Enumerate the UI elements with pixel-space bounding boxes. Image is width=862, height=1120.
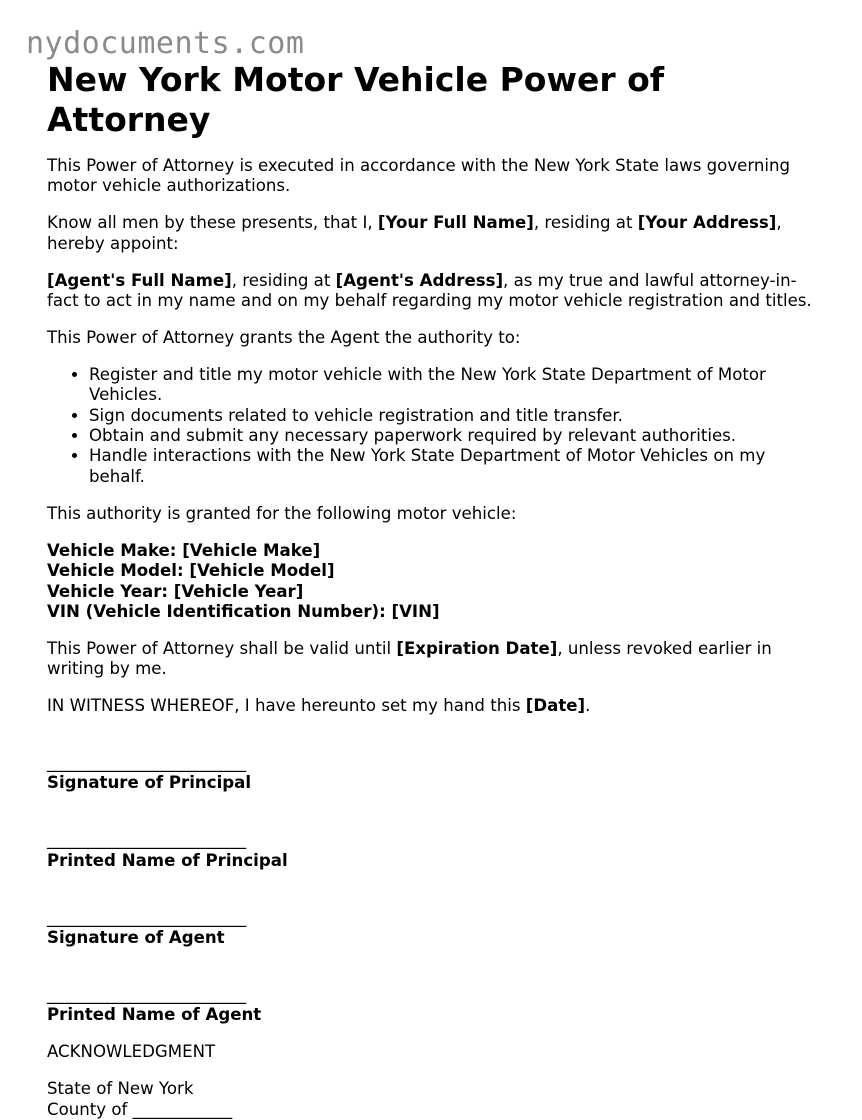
printed-name-agent: [47, 985, 817, 1026]
list-item: • Register and title my motor vehicle with the New York State Department of Motor Vehicles.: [89, 365, 817, 406]
appointment-paragraph: Know all men by these presents, that I, [Your Full Name], residing at [Your Address], hereby appoint:: [47, 213, 782, 253]
date-placeholder: [Date]: [525, 696, 586, 716]
vehicle-intro: This authority is granted for the following motor vehicle:: [47, 503, 517, 523]
signature-label: Printed Name of Agent: [47, 1005, 262, 1025]
principal-address-placeholder: [Your Address]: [637, 213, 777, 233]
venue-block: [47, 1079, 817, 1120]
watermark: nydocuments.com: [26, 26, 305, 61]
vehicle-details: [47, 541, 817, 623]
agent-name-placeholder: [Agent's Full Name]: [47, 270, 232, 290]
document-body: [47, 60, 817, 1120]
vehicle-model: Vehicle Model: [Vehicle Model]: [47, 561, 335, 581]
agent-address-placeholder: [Agent's Address]: [335, 270, 504, 290]
expiration-date-placeholder: [Expiration Date]: [396, 638, 558, 658]
principal-name-placeholder: [Your Full Name]: [377, 213, 534, 233]
signature-label: Signature of Principal: [47, 773, 252, 793]
witness-paragraph: IN WITNESS WHEREOF, I have hereunto set my hand this [Date].: [47, 696, 591, 716]
acknowledgment-heading: ACKNOWLEDGMENT: [47, 1042, 216, 1062]
vehicle-year: Vehicle Year: [Vehicle Year]: [47, 581, 304, 601]
list-item: • Obtain and submit any necessary paperwork required by relevant authorities.: [89, 426, 817, 446]
grants-intro: This Power of Attorney grants the Agent the authority to:: [47, 327, 521, 347]
state-line: State of New York: [47, 1079, 194, 1099]
vehicle-make: Vehicle Make: [Vehicle Make]: [47, 540, 321, 560]
signature-principal: [47, 753, 817, 794]
signature-line: ________________________: [47, 830, 247, 850]
list-item: • Handle interactions with the New York State Department of Motor Vehicles on my behalf.: [89, 446, 817, 487]
agent-paragraph: [Agent's Full Name], residing at [Agent's Address], as my true and lawful attorney-in-fact to act in my name and on my behalf regarding my motor vehicle registration and titles.: [47, 270, 812, 311]
signature-label: Signature of Agent: [47, 928, 225, 948]
grants-list: [47, 365, 817, 487]
signature-agent: [47, 908, 817, 949]
signature-line: ________________________: [47, 753, 247, 773]
signature-label: Printed Name of Principal: [47, 850, 288, 870]
list-item: • Sign documents related to vehicle registration and title transfer.: [89, 406, 817, 426]
intro-paragraph: This Power of Attorney is executed in accordance with the New York State laws governing motor vehicle authorizations.: [47, 156, 791, 196]
county-line: County of ____________: [47, 1099, 233, 1119]
signature-line: ________________________: [47, 984, 247, 1004]
document-title: New York Motor Vehicle Power of Attorney: [47, 60, 665, 139]
vehicle-vin: VIN (Vehicle Identification Number): [VIN]: [47, 601, 440, 621]
printed-name-principal: [47, 830, 817, 871]
signature-line: ________________________: [47, 907, 247, 927]
validity-paragraph: This Power of Attorney shall be valid until [Expiration Date], unless revoked earlier in writing by me.: [47, 638, 772, 679]
